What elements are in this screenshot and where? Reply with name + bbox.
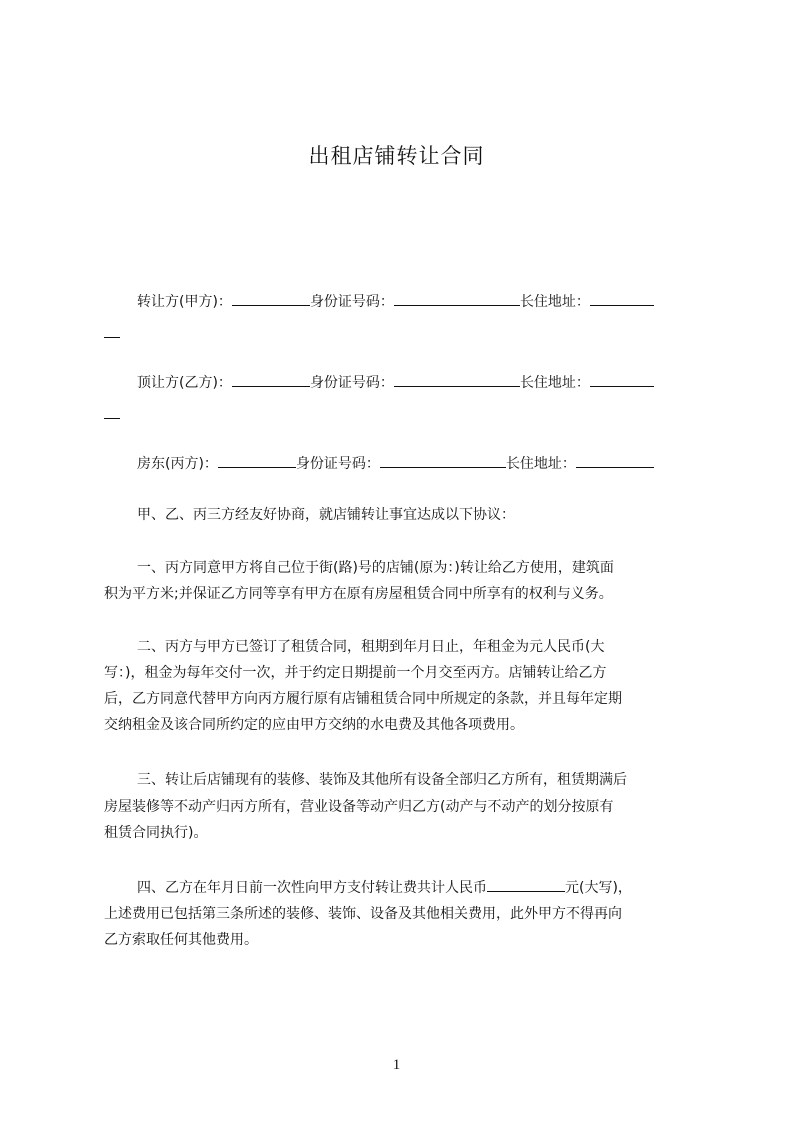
transferee-label: 顶让方(乙方)： xyxy=(137,375,232,391)
clause-2-text-4: 交纳租金及该合同所约定的应由甲方交纳的水电费及其他各项费用。 xyxy=(104,717,524,733)
transferor-line-continued xyxy=(104,323,700,344)
page-number: 1 xyxy=(392,1057,401,1073)
intro-text: 甲、乙、丙三方经友好协商，就店铺转让事宜达成以下协议： xyxy=(137,507,515,523)
transferee-address-blank-continued xyxy=(104,404,120,419)
clause-2-line-2 xyxy=(104,663,700,683)
document-title: 出租店铺转让合同 xyxy=(308,144,485,168)
landlord-label: 房东(丙方)： xyxy=(137,456,218,472)
clause-4-text-1b: 元(大写)， xyxy=(565,880,632,896)
clause-4-text-1a: 四、乙方在年月日前一次性向甲方支付转让费共计人民币 xyxy=(137,880,487,896)
clause-3-text-3: 租赁合同执行)。 xyxy=(104,825,208,841)
clause-3-text-2: 房屋装修等不动产归丙方所有，营业设备等动产归乙方(动产与不动产的划分按原有 xyxy=(104,799,614,815)
transferor-id-blank xyxy=(394,291,520,306)
landlord-id-blank xyxy=(380,453,506,468)
landlord-address-label: 长住地址： xyxy=(505,456,576,472)
clause-4-line-3 xyxy=(104,930,700,950)
transferor-address-blank-continued xyxy=(104,323,120,338)
transferor-address-label: 长住地址： xyxy=(519,294,590,310)
clause-1-text-1: 一、丙方同意甲方将自己位于街(路)号的店铺(原为：)转让给乙方使用，建筑面 xyxy=(137,560,614,576)
transferor-id-label: 身份证号码： xyxy=(309,294,394,310)
clause-3-line-1 xyxy=(104,770,700,790)
clause-2-line-3 xyxy=(104,689,700,709)
transferor-line xyxy=(104,291,700,312)
clause-2-line-4 xyxy=(104,715,700,735)
transferee-address-blank xyxy=(590,372,654,387)
clause-2-text-1: 二、丙方与甲方已签订了租赁合同，租期到年月日止，年租金为元人民币(大 xyxy=(137,639,605,655)
clause-2-line-1 xyxy=(104,637,700,657)
intro-paragraph xyxy=(104,505,700,525)
transferee-line-continued xyxy=(104,404,700,425)
clause-3-line-2 xyxy=(104,797,700,817)
transferor-address-blank xyxy=(590,291,654,306)
clause-4-line-1 xyxy=(104,877,700,898)
clause-4-line-2 xyxy=(104,904,700,924)
clause-1-line-2 xyxy=(104,584,700,604)
clause-1-text-2: 积为平方米;并保证乙方同等享有甲方在原有房屋租赁合同中所享有的权利与义务。 xyxy=(104,586,613,602)
landlord-line xyxy=(104,453,700,474)
clause-4-text-3: 乙方索取任何其他费用。 xyxy=(104,932,258,948)
clause-3-text-1: 三、转让后店铺现有的装修、装饰及其他所有设备全部归乙方所有，租赁期满后 xyxy=(137,772,627,788)
clause-2-text-2: 写：)，租金为每年交付一次，并于约定日期提前一个月交至丙方。店铺转让给乙方 xyxy=(104,665,607,681)
clause-4-text-2: 上述费用已包括第三条所述的装修、装饰、设备及其他相关费用，此外甲方不得再向 xyxy=(104,906,622,922)
clause-3-line-3 xyxy=(104,823,700,843)
transferee-id-blank xyxy=(394,372,520,387)
transferee-line xyxy=(104,372,700,393)
transfer-fee-blank xyxy=(487,877,565,892)
transferee-address-label: 长住地址： xyxy=(519,375,590,391)
transferor-name-blank xyxy=(232,291,310,306)
transferee-id-label: 身份证号码： xyxy=(309,375,394,391)
transferee-name-blank xyxy=(232,372,310,387)
clause-1-line-1 xyxy=(104,558,700,578)
transferor-label: 转让方(甲方)： xyxy=(137,294,232,310)
landlord-name-blank xyxy=(218,453,296,468)
landlord-id-label: 身份证号码： xyxy=(295,456,380,472)
landlord-address-blank xyxy=(576,453,654,468)
clause-2-text-3: 后，乙方同意代替甲方向丙方履行原有店铺租赁合同中所规定的条款，并且每年定期 xyxy=(104,691,622,707)
